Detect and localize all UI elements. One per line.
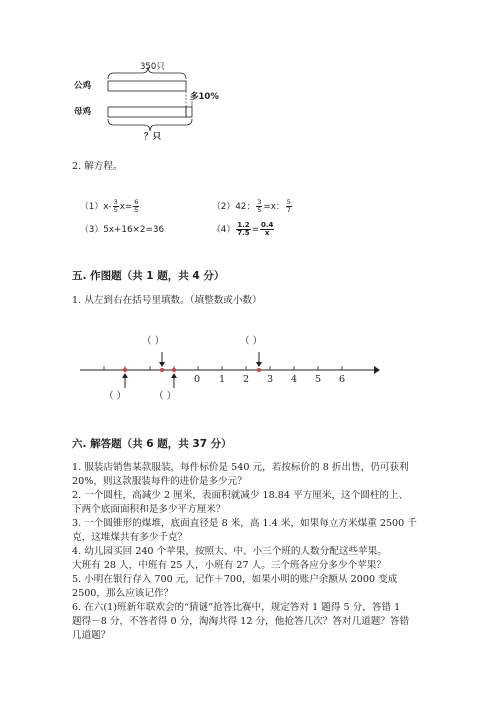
equation-1: （1）x- $\frac{3}{5}$ x= $\frac{6}{5}$	[80, 198, 139, 214]
question-line: 20%，则这款服装每件的进价是多少元？	[72, 476, 247, 487]
equation-4: （4） $\frac{1.2}{7.5}$ = $\frac{0.4}{x}$	[212, 221, 274, 237]
row2-label: 母鸡	[74, 107, 92, 117]
answer-bracket-2[interactable]: （ ）	[240, 336, 263, 347]
section6-questions	[72, 461, 417, 643]
row1-label: 公鸡	[74, 81, 92, 91]
question-line: 1. 服装店销售某款服装，每件标价是 540 元，若按标价的 8 折出售，仍可获利	[72, 462, 409, 473]
rooster-bar	[108, 81, 186, 91]
question-line: 6. 在六(1)班新年联欢会的“猜谜”抢答比赛中，规定答对 1 题得 5 分，答错 1	[72, 602, 401, 613]
question-line: 大班有 28 人，中班有 25 人，小班有 27 人。三个班各应分多少个苹果？	[72, 560, 386, 571]
tick-0: 0	[194, 374, 201, 385]
hen-extra-bar	[186, 107, 192, 117]
tick-2: 2	[243, 374, 250, 385]
top-label: 350只	[140, 62, 165, 72]
section6-heading: 六. 解答题（共 6 题，共 37 分）	[72, 438, 232, 450]
question-line: 题得－8 分，不答者得 0 分，淘淘共得 12 分，他抢答几次？答对几道题？答错	[72, 616, 410, 627]
question-line: 下两个底面面积和是多少平方厘米？	[72, 504, 226, 515]
section5-q1: 1. 从左到右在括号里填数。（填整数或小数）	[72, 295, 262, 306]
answer-bracket-4[interactable]: （ ）	[154, 391, 177, 402]
bottom-label: ？只	[144, 132, 162, 140]
tick-4: 4	[291, 374, 298, 385]
tick-1: 1	[219, 374, 226, 385]
answer-bracket-1[interactable]: （ ）	[142, 336, 165, 347]
tick-3: 3	[267, 374, 274, 385]
answer-bracket-3[interactable]: （ ）	[104, 391, 127, 402]
section5-heading: 五. 作图题（共 1 题，共 4 分）	[72, 270, 225, 282]
question-line: 2500，那么应该记作？	[72, 588, 174, 599]
q2-title: 2. 解方程。	[72, 161, 123, 172]
segment-diagram	[70, 55, 240, 140]
tick-5: 5	[315, 374, 322, 385]
question-line: 5. 小明在银行存入 700 元，记作＋700，如果小明的账户余额从 2000 变成	[72, 574, 398, 585]
question-line: 4. 幼儿园买回 240 个苹果，按照大、中、小三个班的人数分配这些苹果。	[72, 546, 387, 557]
number-line	[80, 330, 380, 410]
equation-3: （3）5x+16×2=36	[80, 225, 165, 235]
tick-6: 6	[339, 374, 346, 385]
question-line: 3. 一个圆锥形的煤堆，底面直径是 8 米，高 1.4 米，如果每立方米煤重 2500 千	[72, 518, 417, 529]
hen-bar	[108, 107, 186, 117]
question-line: 克，这堆煤共有多少千克？	[72, 532, 188, 543]
question-line: 几道题？	[72, 630, 111, 641]
question-line: 2. 一个圆柱，高减少 2 厘米，表面积就减少 18.84 平方厘米，这个圆柱的上、	[72, 490, 409, 501]
equation-2: （2）42： $\frac{3}{5}$ =x： $\frac{5}{7}$	[212, 198, 291, 214]
extra-label: 多10%	[190, 92, 219, 102]
